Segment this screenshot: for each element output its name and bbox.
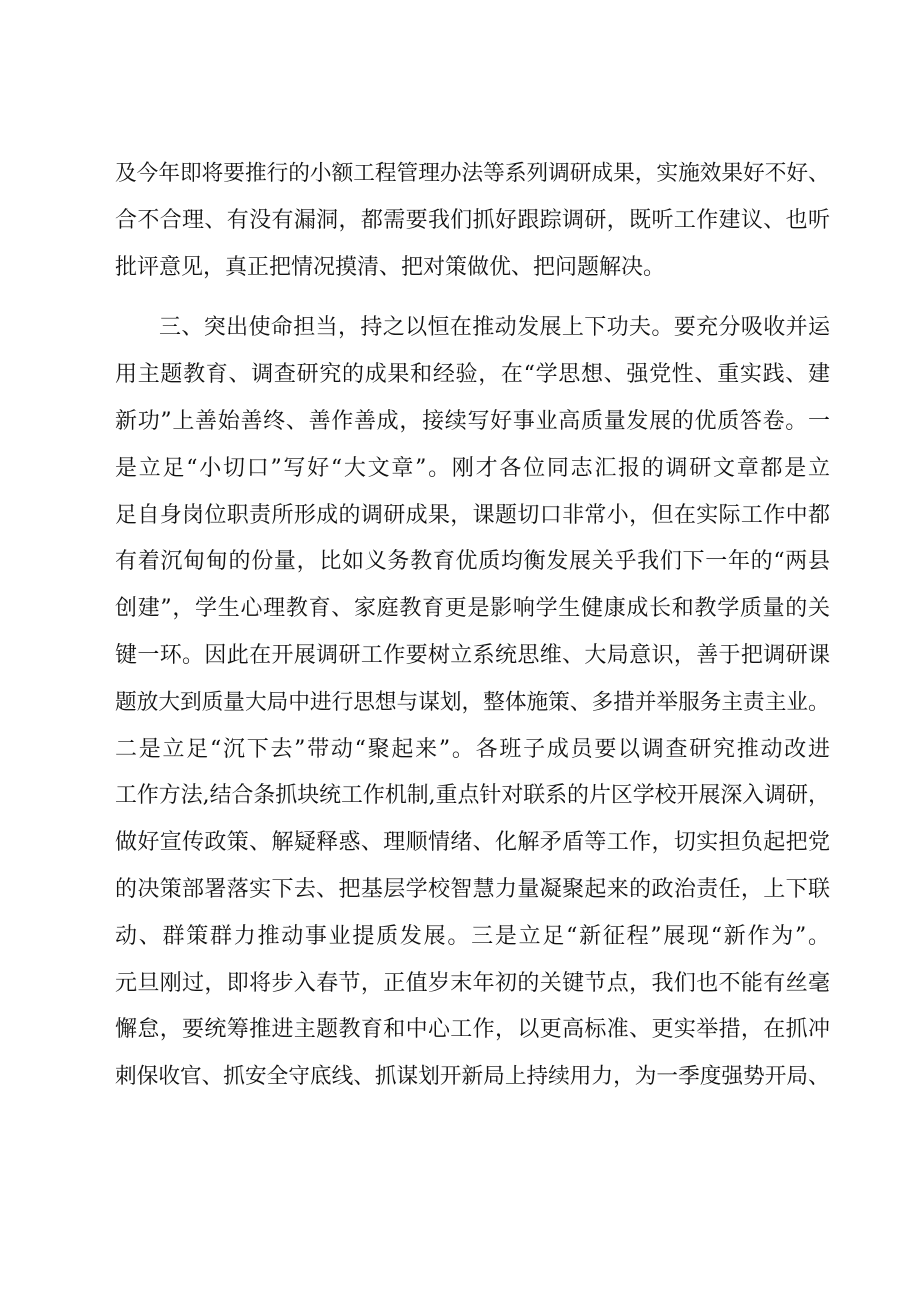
paragraph-spacer — [115, 291, 830, 305]
text-line: 动、群策群力推动事业提质发展。三是立足“新征程”展现“新作为”。 — [115, 923, 832, 949]
text-line: 是立足“小切口”写好“大文章”。刚才各位同志汇报的调研文章都是立 — [115, 455, 832, 481]
text-line: 做好宣传政策、解疑释惑、理顺情绪、化解矛盾等工作，切实担负起把党 — [115, 830, 831, 856]
text-line: 工作方法,结合条抓块统工作机制,重点针对联系的片区学校开展深入调研， — [115, 783, 830, 809]
paragraph-2 — [115, 305, 830, 1101]
text-line: 新功”上善始善终、善作善成，接续写好事业高质量发展的优质答卷。一 — [115, 408, 831, 434]
text-line: 的决策部署落实下去、把基层学校智慧力量凝聚起来的政治责任，上下联 — [115, 876, 831, 902]
document-body — [115, 151, 830, 1101]
text-line: 足自身岗位职责所形成的调研成果，课题切口非常小，但在实际工作中都 — [115, 502, 831, 528]
text-line: 创建”，学生心理教育、家庭教育更是影响学生健康成长和教学质量的关 — [115, 596, 831, 622]
text-line: 批评意见，真正把情况摸清、把对策做优、把问题解决。 — [115, 254, 666, 280]
text-line: 有着沉甸甸的份量，比如义务教育优质均衡发展关乎我们下一年的“两县 — [115, 549, 831, 575]
text-line: 及今年即将要推行的小额工程管理办法等系列调研成果，实施效果好不好、 — [115, 161, 830, 186]
text-line: 元旦刚过，即将步入春节，正值岁末年初的关键节点，我们也不能有丝毫 — [115, 970, 831, 996]
text-line-first: 三、突出使命担当，持之以恒在推动发展上下功夫。要充分吸收并运 — [159, 315, 831, 341]
paragraph-1 — [115, 151, 830, 291]
text-line: 刺保收官、抓安全守底线、抓谋划开新局上持续用力，为一季度强势开局、 — [115, 1064, 830, 1090]
text-line: 题放大到质量大局中进行思想与谋划，整体施策、多措并举服务主责主业。 — [115, 689, 830, 715]
text-line: 懈怠，要统筹推进主题教育和中心工作，以更高标准、更实举措，在抓冲 — [115, 1017, 831, 1043]
text-line: 合不合理、有没有漏洞，都需要我们抓好跟踪调研，既听工作建议、也听 — [115, 207, 831, 233]
text-line: 用主题教育、调查研究的成果和经验，在“学思想、强党性、重实践、建 — [115, 362, 831, 388]
text-line: 二是立足“沉下去”带动“聚起来”。各班子成员要以调查研究推动改进 — [115, 736, 832, 762]
text-line: 键一环。因此在开展调研工作要树立系统思维、大局意识，善于把调研课 — [115, 642, 831, 668]
